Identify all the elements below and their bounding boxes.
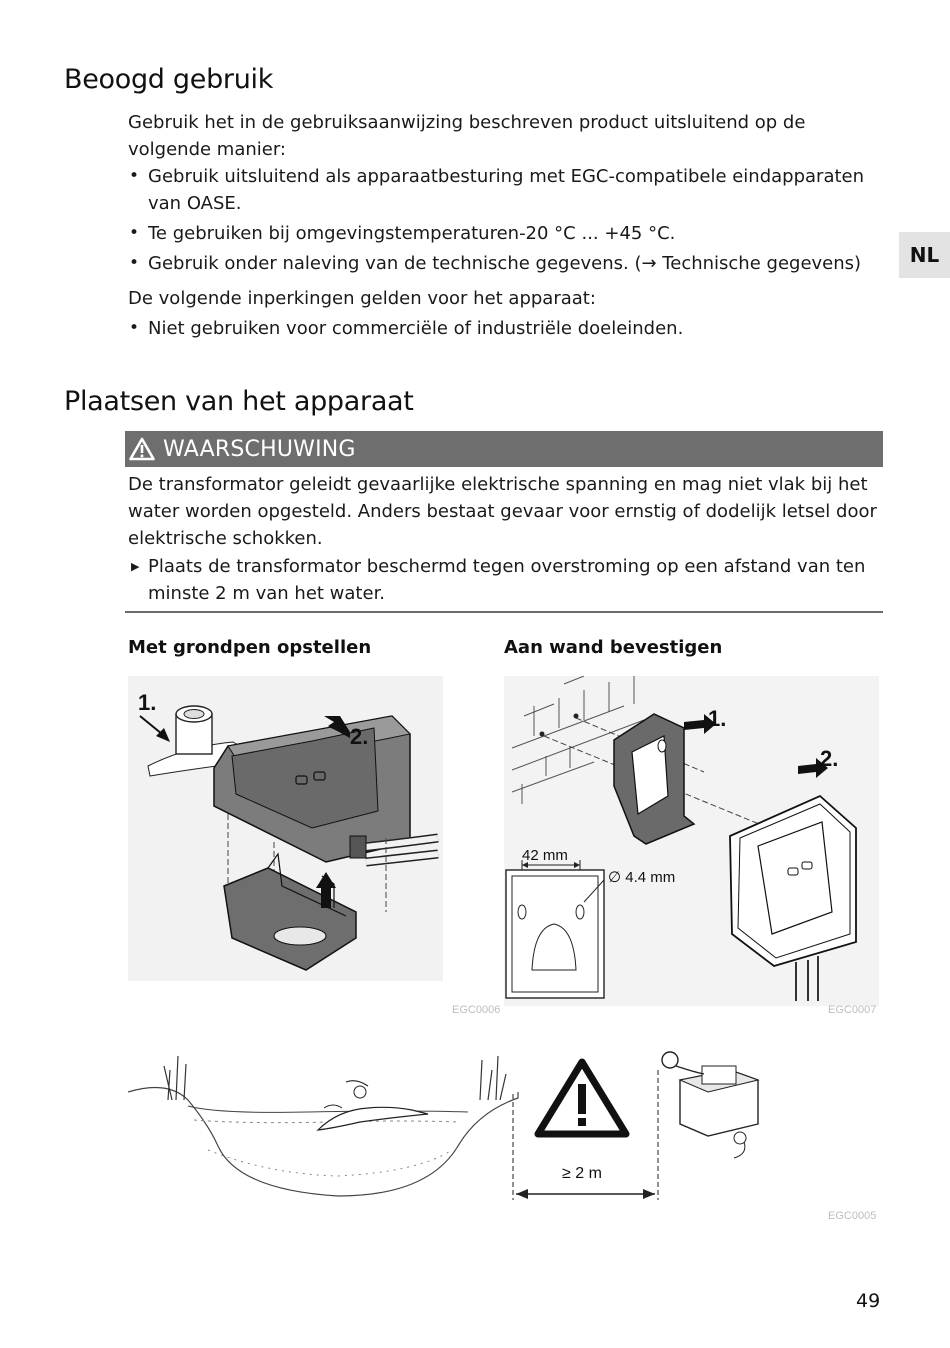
distance-label: ≥ 2 m (562, 1165, 602, 1182)
pond-distance-illustration (128, 1050, 768, 1205)
dimension-hole-label: ∅ 4.4 mm (608, 869, 676, 886)
step-2-label: 2. (350, 724, 369, 749)
transformer-icon (662, 1052, 758, 1158)
wall-mount-illustration (504, 676, 879, 1006)
section-title-placement: Plaatsen van het apparaat (64, 386, 414, 417)
restrictions-list (128, 315, 888, 345)
warning-triangle-icon (129, 437, 155, 461)
ground-spike-illustration (128, 676, 443, 981)
warning-banner (125, 431, 883, 467)
list-item: • Niet gebruiken voor commerciële of industriële doeleinden. (128, 315, 888, 342)
step-2-label: 2. (820, 746, 839, 771)
subheading-ground-spike: Met grondpen opstellen (128, 637, 372, 658)
list-item: • Gebruik onder naleving van de technische gegevens. (→ Technische gegevens) (128, 250, 888, 277)
page-number: 49 (856, 1290, 881, 1312)
figure-code: EGC0005 (828, 1210, 877, 1222)
subheading-wall-mount: Aan wand bevestigen (504, 637, 723, 658)
danger-triangle-icon (538, 1062, 626, 1134)
warning-end-rule (125, 611, 883, 613)
language-tab: NL (899, 232, 950, 278)
figure-code: EGC0007 (828, 1004, 877, 1016)
list-item: • Te gebruiken bij omgevingstemperaturen-20 °C ... +45 °C. (128, 220, 888, 247)
warning-label: WAARSCHUWING (163, 436, 356, 462)
step-1-label: 1. (708, 706, 727, 731)
warning-text: De transformator geleidt gevaarlijke elektrische spanning en mag niet vlak bij het water worden opgesteld. Anders bestaat gevaar voor ernstig of dodelijk letsel door elektrische schokken. (128, 474, 877, 549)
dimension-width-label: 42 mm (522, 847, 568, 864)
intended-use-intro: Gebruik het in de gebruiksaanwijzing beschreven product uitsluitend op de volgende manier: (128, 112, 806, 160)
section-title-intended-use: Beoogd gebruik (64, 64, 274, 95)
step-1-label: 1. (138, 690, 157, 715)
figure-code: EGC0006 (452, 1004, 501, 1016)
warning-action: ▶ Plaats de transformator beschermd tegen overstroming op een afstand van ten minste 2 m van het water. (128, 553, 888, 607)
intended-use-list (128, 163, 888, 280)
list-item: • Gebruik uitsluitend als apparaatbesturing met EGC-compatibele eindapparaten van OASE. (128, 163, 888, 217)
restrictions-intro: De volgende inperkingen gelden voor het apparaat: (128, 288, 596, 309)
